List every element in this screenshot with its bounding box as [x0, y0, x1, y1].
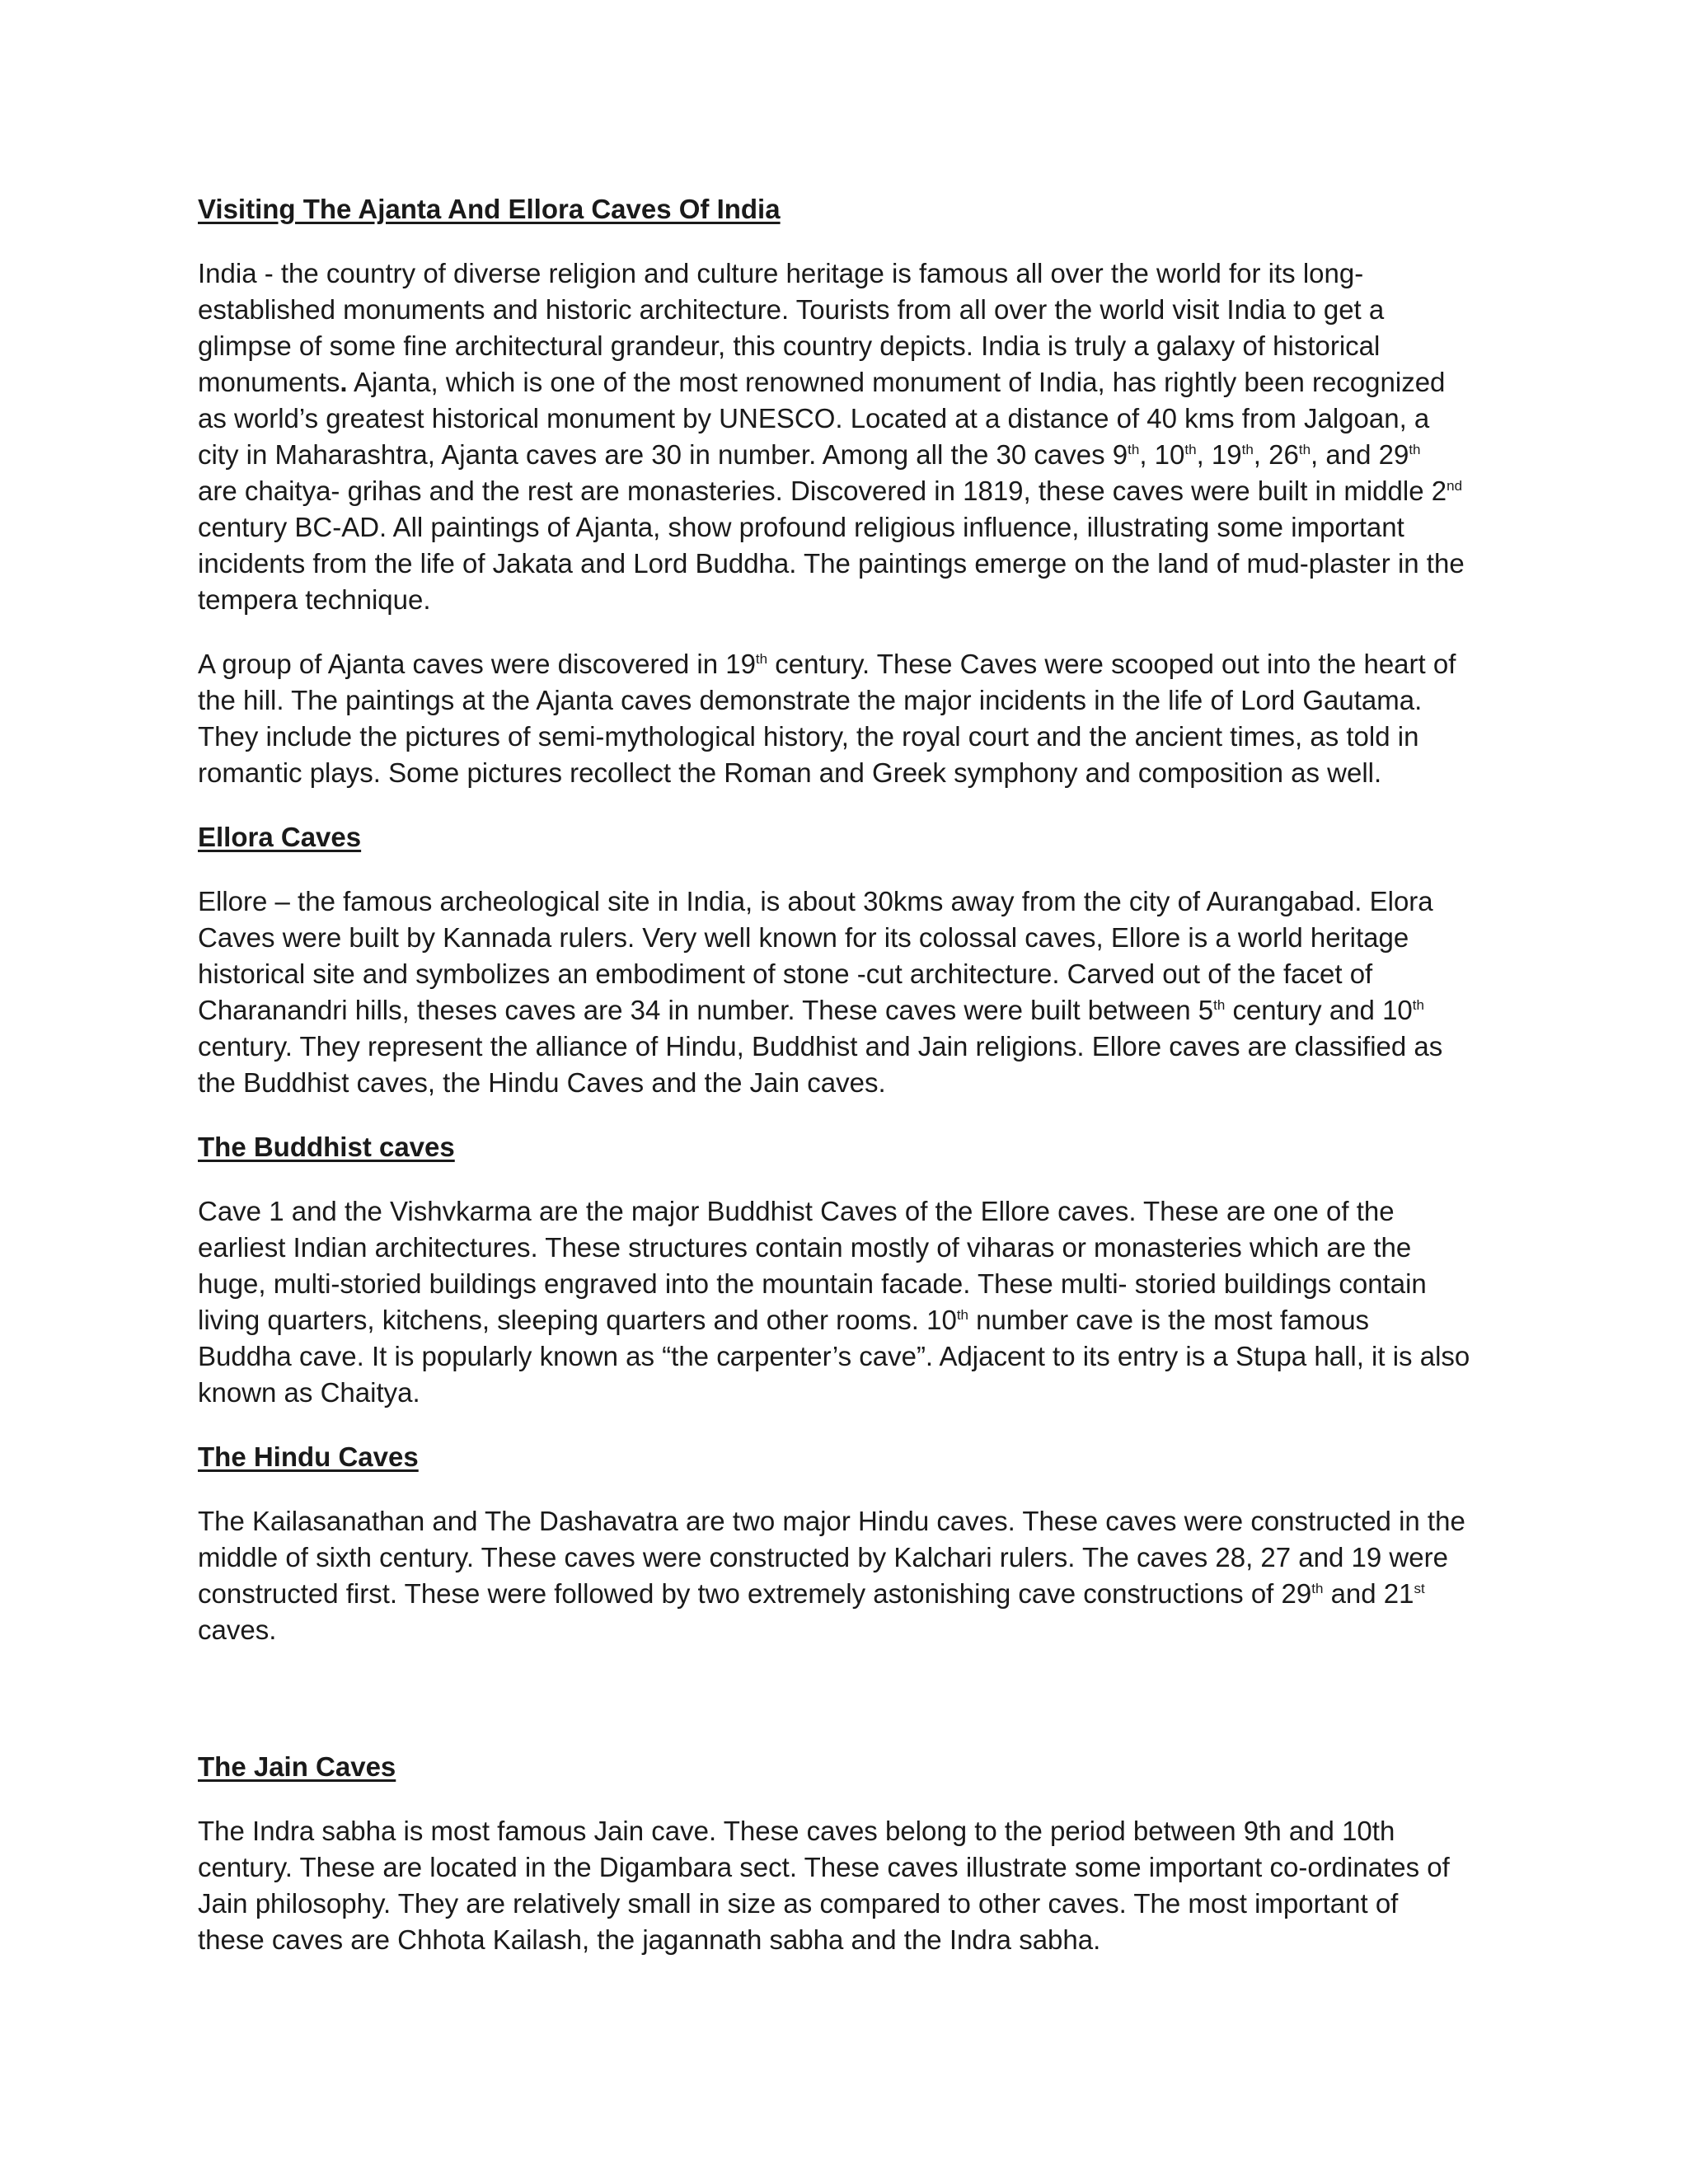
buddhist-heading: The Buddhist caves	[198, 1132, 455, 1162]
document-title: Visiting The Ajanta And Ellora Caves Of India	[198, 194, 781, 224]
ordinal-suffix: th	[1409, 442, 1421, 457]
text-line: Caves were built by Kannada rulers. Very well known for its colossal caves, Ellore is a world heritage	[198, 922, 1409, 953]
ellora-paragraph	[198, 883, 1492, 1101]
document-page	[198, 191, 1492, 1958]
text-line: India - the country of diverse religion and culture heritage is famous all over the world for its long-	[198, 258, 1364, 288]
ordinal-suffix: th	[1241, 442, 1254, 457]
ordinal-suffix: st	[1414, 1581, 1425, 1596]
text-line: monuments. Ajanta, which is one of the most renowned monument of India, has rightly been recognized	[198, 367, 1446, 397]
intro-paragraph	[198, 255, 1492, 618]
ordinal-suffix: th	[1213, 997, 1226, 1013]
text-line: century. These are located in the Digambara sect. These caves illustrate some important co-ordinates of	[198, 1852, 1450, 1882]
ordinal-suffix: nd	[1447, 478, 1463, 494]
buddhist-paragraph	[198, 1193, 1492, 1411]
text-line: earliest Indian architectures. These structures contain mostly of viharas or monasteries which are the	[198, 1232, 1412, 1263]
text-line: established monuments and historic architecture. Tourists from all over the world visit India to get a	[198, 294, 1385, 325]
text-line: middle of sixth century. These caves were constructed by Kalchari rulers. The caves 28, 27 and 19 were	[198, 1542, 1448, 1572]
ordinal-suffix: th	[1298, 442, 1311, 457]
text-line: the hill. The paintings at the Ajanta caves demonstrate the major incidents in the life of Lord Gautama.	[198, 685, 1423, 715]
text-line: these caves are Chhota Kailash, the jagannath sabha and the Indra sabha.	[198, 1924, 1101, 1955]
text-line: Jain philosophy. They are relatively small in size as compared to other caves. The most important of	[198, 1888, 1399, 1919]
text-line: known as Chaitya.	[198, 1377, 420, 1408]
text-line: living quarters, kitchens, sleeping quarters and other rooms. 10th number cave is the most famous	[198, 1305, 1370, 1335]
ordinal-suffix: th	[1184, 442, 1197, 457]
text-line: constructed first. These were followed by two extremely astonishing cave constructions of 29th and 21st	[198, 1578, 1425, 1609]
text-line: historical site and symbolizes an embodiment of stone -cut architecture. Carved out of the facet of	[198, 958, 1373, 989]
text-line: Buddha cave. It is popularly known as “the carpenter’s cave”. Adjacent to its entry is a Stupa hall, it is also	[198, 1341, 1470, 1371]
jain-paragraph	[198, 1813, 1492, 1958]
text-line: They include the pictures of semi-mythological history, the royal court and the ancient times, as told in	[198, 721, 1419, 752]
ellora-heading: Ellora Caves	[198, 822, 362, 852]
ordinal-suffix: th	[1412, 997, 1424, 1013]
text-line: romantic plays. Some pictures recollect the Roman and Greek symphony and composition as well.	[198, 757, 1382, 788]
text-line: tempera technique.	[198, 584, 431, 615]
text-line: A group of Ajanta caves were discovered in 19th century. These Caves were scooped out into the heart of	[198, 649, 1456, 679]
ordinal-suffix: th	[755, 651, 768, 667]
text-line: city in Maharashtra, Ajanta caves are 30 in number. Among all the 30 caves 9th, 10th, 19th, 26th, and 29th	[198, 439, 1421, 470]
text-line: century BC-AD. All paintings of Ajanta, show profound religious influence, illustrating some important	[198, 512, 1404, 542]
hindu-heading: The Hindu Caves	[198, 1441, 419, 1472]
ajanta-paintings-paragraph	[198, 646, 1492, 791]
jain-heading: The Jain Caves	[198, 1751, 396, 1782]
text-line: century. They represent the alliance of Hindu, Buddhist and Jain religions. Ellore caves are classified as	[198, 1031, 1443, 1062]
text-line: The Kailasanathan and The Dashavatra are two major Hindu caves. These caves were constructed in the	[198, 1506, 1465, 1536]
hindu-paragraph	[198, 1503, 1492, 1648]
text-line: the Buddhist caves, the Hindu Caves and the Jain caves.	[198, 1067, 886, 1098]
ordinal-suffix: th	[1311, 1581, 1324, 1596]
text-line: incidents from the life of Jakata and Lord Buddha. The paintings emerge on the land of mud-plaster in the	[198, 548, 1465, 579]
text-line: The Indra sabha is most famous Jain cave. These caves belong to the period between 9th and 10th	[198, 1816, 1395, 1846]
ordinal-suffix: th	[1128, 442, 1140, 457]
text-line: are chaitya- grihas and the rest are monasteries. Discovered in 1819, these caves were built in middle 2nd	[198, 476, 1463, 506]
ordinal-suffix: th	[956, 1307, 969, 1323]
text-line: Charanandri hills, theses caves are 34 in number. These caves were built between 5th century and 10th	[198, 995, 1424, 1025]
text-line: huge, multi-storied buildings engraved into the mountain facade. These multi- storied buildings contain	[198, 1268, 1427, 1299]
text-line: caves.	[198, 1615, 277, 1645]
text-line: glimpse of some fine architectural grandeur, this country depicts. India is truly a galaxy of historical	[198, 330, 1381, 361]
text-line: Ellore – the famous archeological site in India, is about 30kms away from the city of Aurangabad. Elora	[198, 886, 1433, 916]
text-line: as world’s greatest historical monument by UNESCO. Located at a distance of 40 kms from Jalgoan, a	[198, 403, 1430, 434]
text-line: Cave 1 and the Vishvkarma are the major Buddhist Caves of the Ellore caves. These are one of the	[198, 1196, 1395, 1226]
